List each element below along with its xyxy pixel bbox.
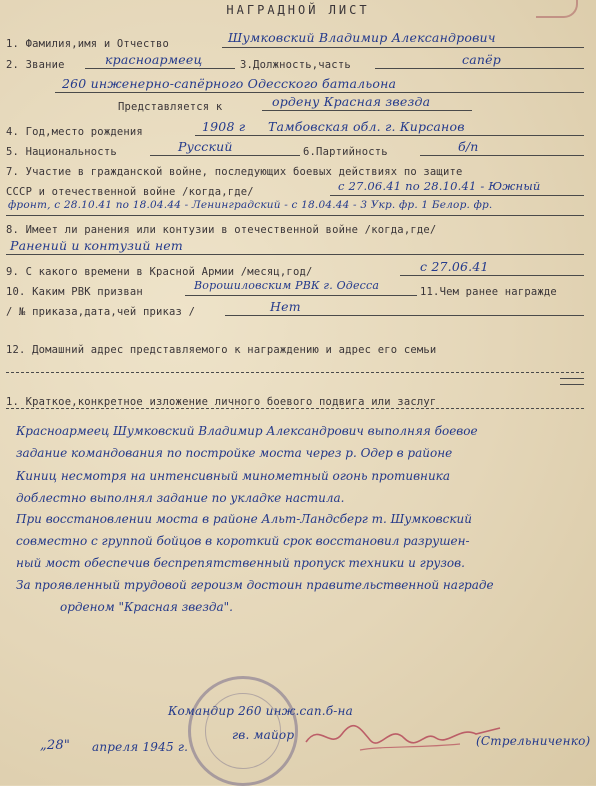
document-title: НАГРАДНОЙ ЛИСТ <box>226 3 370 17</box>
label-home-address: 12. Домашний адрес представляемого к награждению и адрес его семьи <box>6 344 437 356</box>
value-full-name: Шумковский Владимир Александрович <box>228 30 496 45</box>
value-nationality: Русский <box>178 139 233 154</box>
value-war-participation-2: фронт, с 28.10.41 по 18.04.44 - Ленинградский - с 18.04.44 - 3 Укр. фр. 1 Белор. фр. <box>8 199 493 211</box>
label-drafted-by: 10. Каким РВК призван <box>6 286 143 298</box>
underline-drafted-by <box>185 295 417 296</box>
underline-prior-awards <box>225 315 584 316</box>
narrative-line: За проявленный трудовой героизм достоин правительственной награде <box>16 578 494 592</box>
underline-position <box>375 68 584 69</box>
underline-wounds <box>6 254 584 255</box>
label-birth: 4. Год,место рождения <box>6 126 143 138</box>
label-war-participation: 7. Участие в гражданской войне, последующих боевых действиях по защите <box>6 166 463 178</box>
label-narrative: 1. Краткое,конкретное изложение личного боевого подвига или заслуг <box>6 396 437 408</box>
label-full-name: 1. Фамилия,имя и Отчество <box>6 38 170 50</box>
label-prior-awards: 11.Чем ранее награжде <box>420 286 557 298</box>
label-wounds: 8. Имеет ли ранения или контузии в отечественной войне /когда,где/ <box>6 224 437 236</box>
label-position: 3.Должность,часть <box>240 59 351 71</box>
commander-title: Командир 260 инж.сап.б-на <box>168 704 354 718</box>
underline-party <box>420 155 584 156</box>
narrative-line: задание командования по постройке моста через р. Одер в районе <box>16 446 453 460</box>
commander-rank: гв. майор <box>232 728 295 742</box>
value-position: сапёр <box>462 52 501 67</box>
label-nationality: 5. Национальность <box>6 146 117 158</box>
label-party: 6.Партийность <box>303 146 388 158</box>
date-day: „28" <box>40 738 71 753</box>
underline-army-since <box>400 275 584 276</box>
value-army-since: с 27.06.41 <box>420 259 489 274</box>
label-war-participation-cont: СССР и отечественной войне /когда,где/ <box>6 186 254 198</box>
narrative-line: совместно с группой бойцов в короткий срок восстановил разрушен- <box>16 534 470 548</box>
commander-signature <box>300 710 505 760</box>
narrative-line: ный мост обеспечив беспрепятственный пропуск техники и грузов. <box>16 556 465 570</box>
underline-war-1 <box>330 195 584 196</box>
underline-rank <box>85 68 235 69</box>
value-prior-awards: Нет <box>270 299 301 314</box>
narrative-line: При восстановлении моста в районе Альт-Ландсберг т. Шумковский <box>16 512 472 526</box>
underline-narrative <box>6 408 584 409</box>
underline-award <box>262 110 472 111</box>
label-army-since: 9. С какого времени в Красной Армии /месяц,год/ <box>6 266 313 278</box>
label-prior-awards-cont: / № приказа,дата,чей приказ / <box>6 306 196 318</box>
underline-birth <box>195 135 584 136</box>
underline-home-address-2 <box>560 378 584 379</box>
underline-war-2 <box>6 215 584 216</box>
date-rest: апреля 1945 г. <box>92 740 189 754</box>
underline-home-address <box>6 372 584 373</box>
label-rank: 2. Звание <box>6 59 65 71</box>
underline-home-address-3 <box>560 384 584 385</box>
label-presented-to: Представляется к <box>118 101 223 113</box>
value-birth-place: Тамбовская обл. г. Кирсанов <box>268 119 465 134</box>
value-drafted-by: Ворошиловским РВК г. Одесса <box>194 279 380 292</box>
value-award: ордену Красная звезда <box>272 94 431 109</box>
value-rank: красноармеец <box>105 52 203 67</box>
value-party: б/п <box>458 139 479 154</box>
underline-unit <box>55 92 584 93</box>
commander-name: (Стрельниченко) <box>476 734 591 748</box>
narrative-line: Киниц несмотря на интенсивный минометный огонь противника <box>16 469 451 483</box>
narrative-line: Красноармеец Шумковский Владимир Александрович выполняя боевое <box>16 424 478 438</box>
value-unit: 260 инженерно-сапёрного Одесского батальона <box>62 76 397 91</box>
narrative-line: орденом "Красная звезда". <box>60 600 233 614</box>
narrative-line: доблестно выполнял задание по укладке настила. <box>16 491 345 505</box>
underline-full-name <box>222 47 584 48</box>
value-wounds: Ранений и контузий нет <box>10 238 183 253</box>
underline-nationality <box>150 155 300 156</box>
value-birth-year: 1908 г <box>202 119 246 134</box>
value-war-participation: с 27.06.41 по 28.10.41 - Южный <box>338 179 541 193</box>
